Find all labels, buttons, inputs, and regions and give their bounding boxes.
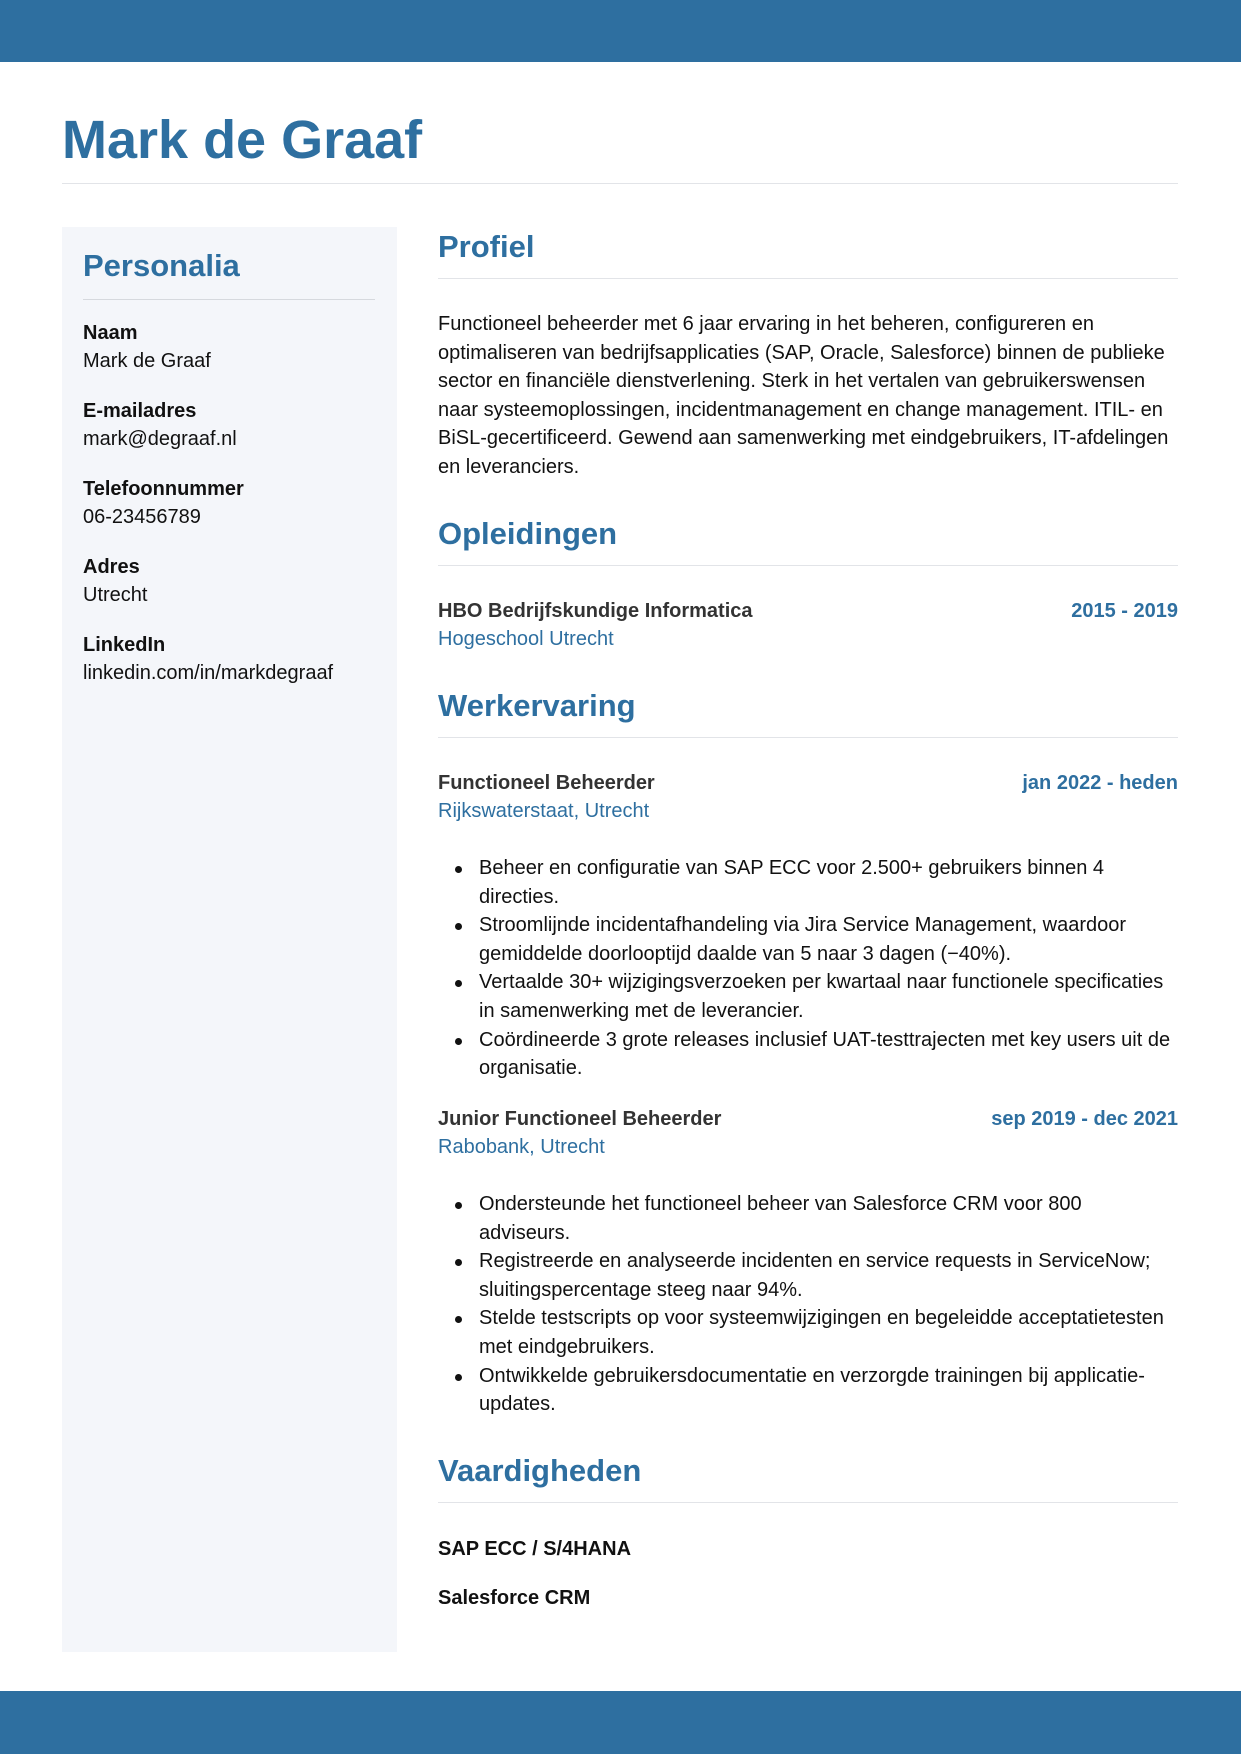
field-label: Adres — [83, 556, 140, 578]
education-degree: HBO Bedrijfskundige Informatica — [438, 600, 753, 622]
field-naam — [83, 319, 383, 375]
personalia-heading: Personalia — [83, 248, 240, 283]
field-label: Naam — [83, 322, 138, 344]
skill-item: Salesforce CRM — [438, 1587, 591, 1609]
profiel-heading: Profiel — [438, 229, 535, 264]
field-value: 06-23456789 — [83, 506, 201, 528]
field-label: E-mailadres — [83, 400, 197, 422]
job-period: jan 2022 - heden — [1022, 772, 1178, 794]
opleidingen-divider — [438, 565, 1178, 566]
job-bullets — [438, 854, 1178, 1083]
field-value: Utrecht — [83, 584, 148, 606]
page-title: Mark de Graaf — [62, 110, 423, 170]
list-item: Ontwikkelde gebruikersdocumentatie en verzorgde trainingen bij applicatie-updates. — [479, 1362, 1178, 1419]
skill-item: SAP ECC / S/4HANA — [438, 1538, 632, 1560]
list-item: Registreerde en analyseerde incidenten en service requests in ServiceNow; sluitingspercentage steeg naar 94%. — [479, 1247, 1178, 1304]
job-period: sep 2019 - dec 2021 — [991, 1108, 1178, 1130]
field-adres — [83, 553, 383, 609]
header-divider — [62, 183, 1178, 184]
list-item: Coördineerde 3 grote releases inclusief UAT-testtrajecten met key users uit de organisatie. — [479, 1026, 1178, 1083]
personalia-divider — [83, 299, 375, 300]
list-item: Stroomlijnde incidentafhandeling via Jira Service Management, waardoor gemiddelde doorlooptijd daalde van 5 naar 3 dagen (−40%). — [479, 911, 1178, 968]
list-item: Ondersteunde het functioneel beheer van Salesforce CRM voor 800 adviseurs. — [479, 1190, 1178, 1247]
field-label: LinkedIn — [83, 634, 166, 656]
field-label: Telefoonnummer — [83, 478, 244, 500]
vaardigheden-divider — [438, 1502, 1178, 1503]
field-value: Mark de Graaf — [83, 350, 211, 372]
werkervaring-divider — [438, 737, 1178, 738]
field-linkedin — [83, 631, 383, 687]
education-period: 2015 - 2019 — [1071, 600, 1178, 622]
werkervaring-heading: Werkervaring — [438, 688, 636, 723]
field-value: linkedin.com/in/markdegraaf — [83, 662, 334, 684]
education-entry — [438, 596, 1178, 626]
profiel-text: Functioneel beheerder met 6 jaar ervaring in het beheren, configureren en optimaliseren van bedrijfsapplicaties (SAP, Oracle, Salesforce) binnen de publieke sector en financiële dienstverlening. Sterk in het vertalen van gebruikerswensen naar systeemoplossingen, incidentmanagement en change management. ITIL- en BiSL-gecertificeerd. Gewend aan samenwerking met eindgebruikers, IT-afdelingen en leveranciers. — [438, 313, 1169, 478]
list-item: Stelde testscripts op voor systeemwijzigingen en begeleidde acceptatietesten met eindgebruikers. — [479, 1304, 1178, 1361]
job-org: Rabobank, Utrecht — [438, 1136, 605, 1158]
bottom-banner — [0, 1691, 1241, 1754]
job-entry — [438, 768, 1178, 798]
list-item: Beheer en configuratie van SAP ECC voor 2.500+ gebruikers binnen 4 directies. — [479, 854, 1178, 911]
profiel-divider — [438, 278, 1178, 279]
sidebar-personalia — [62, 227, 397, 1652]
education-school: Hogeschool Utrecht — [438, 628, 614, 650]
field-value: mark@degraaf.nl — [83, 428, 237, 450]
job-role: Functioneel Beheerder — [438, 772, 655, 794]
job-bullets — [438, 1190, 1178, 1419]
field-telefoon — [83, 475, 383, 531]
field-email — [83, 397, 383, 453]
job-org: Rijkswaterstaat, Utrecht — [438, 800, 650, 822]
job-role: Junior Functioneel Beheerder — [438, 1108, 722, 1130]
top-banner — [0, 0, 1241, 62]
opleidingen-heading: Opleidingen — [438, 516, 618, 551]
list-item: Vertaalde 30+ wijzigingsverzoeken per kwartaal naar functionele specificaties in samenwerking met de leverancier. — [479, 968, 1178, 1025]
vaardigheden-heading: Vaardigheden — [438, 1453, 642, 1488]
job-entry — [438, 1104, 1178, 1134]
